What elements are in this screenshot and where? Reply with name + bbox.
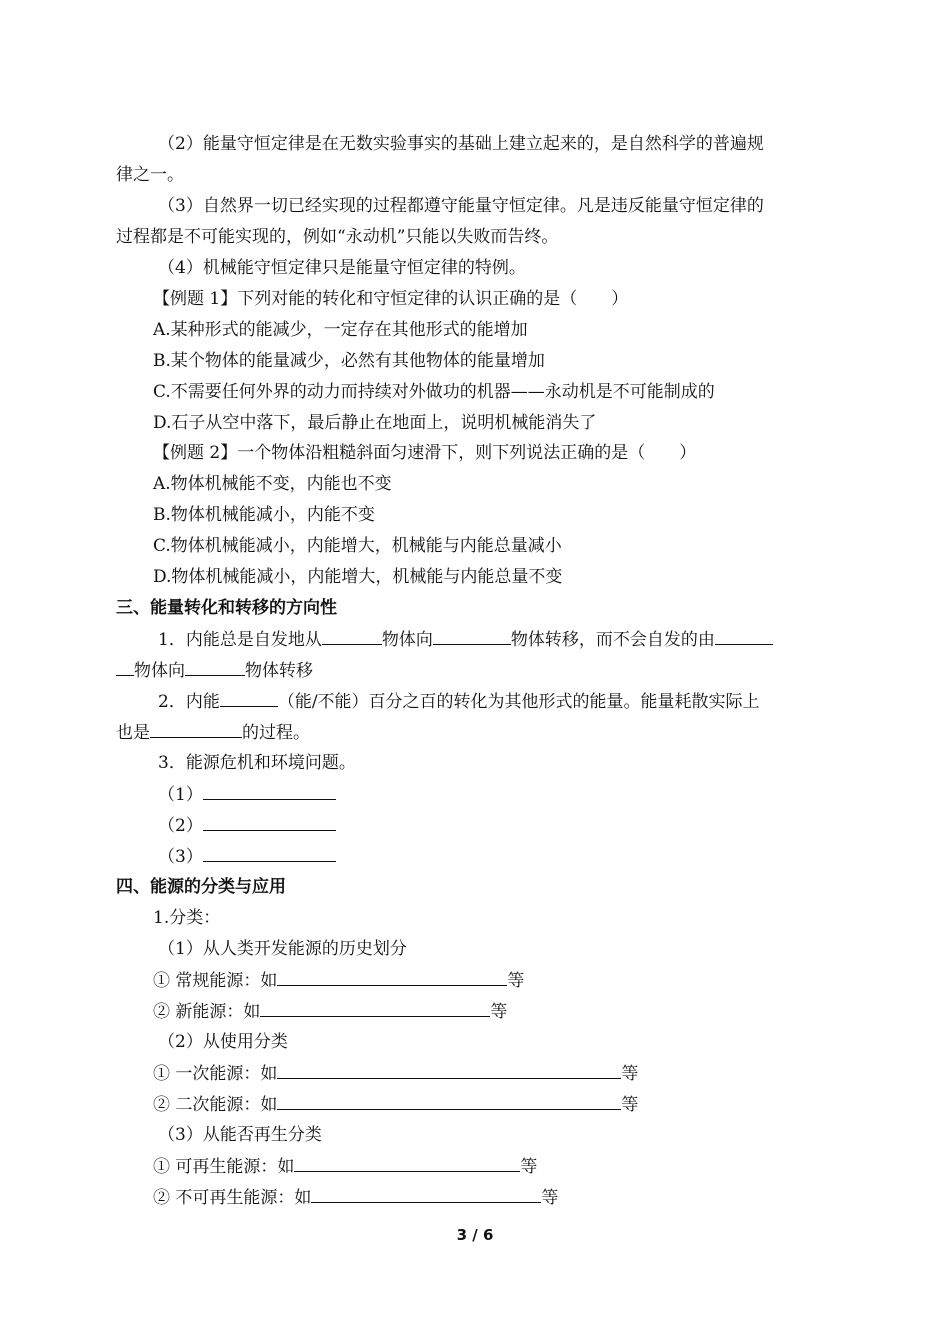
section-4-classification: 1.分类： <box>153 908 221 928</box>
fill-blank[interactable] <box>203 845 336 862</box>
fill-blank[interactable] <box>203 783 336 800</box>
section-4-heading-2: （2）从使用分类 <box>158 1032 288 1052</box>
q2-text-b: （能/不能）百分之百的转化为其他形式的能量。能量耗散实际上 <box>277 692 760 712</box>
fill-blank[interactable] <box>322 628 382 645</box>
section-4-heading-3: （3）从能否再生分类 <box>158 1125 322 1145</box>
q1-text-c: 物体转移，而不会自发的由 <box>510 630 715 650</box>
suffix: 等 <box>541 1188 559 1208</box>
secondary-energy-line <box>153 1093 638 1116</box>
example-1-stem: 【例题 1】下列对能的转化和守恒定律的认识正确的是（ ） <box>153 289 629 309</box>
secondary-energy-label: ② 二次能源：如 <box>153 1095 278 1115</box>
q2-text-a: 2．内能 <box>158 692 220 712</box>
example-1-option-b: B.某个物体的能量减少，必然有其他物体的能量增加 <box>153 351 545 371</box>
paragraph-2-line-2: 律之一。 <box>116 165 184 185</box>
fill-blank[interactable] <box>715 628 773 645</box>
renewable-energy-line <box>153 1155 537 1178</box>
section-3-question-2-line-1 <box>158 690 760 713</box>
section-3-question-3: 3．能源危机和环境问题。 <box>158 753 356 773</box>
item-3-label: （3） <box>158 847 203 867</box>
suffix: 等 <box>507 971 525 991</box>
q2-text-d: 的过程。 <box>242 723 310 743</box>
section-4-heading-1: （1）从人类开发能源的历史划分 <box>158 939 407 959</box>
paragraph-3-line-1: （3）自然界一切已经实现的过程都遵守能量守恒定律。凡是违反能量守恒定律的 <box>158 196 764 216</box>
fill-blank[interactable] <box>277 969 507 986</box>
example-1-option-d: D.石子从空中落下，最后静止在地面上，说明机械能消失了 <box>153 413 597 433</box>
section-3-question-2-line-2 <box>116 721 310 744</box>
fill-blank[interactable] <box>277 1093 621 1110</box>
section-3-title: 三、能量转化和转移的方向性 <box>116 598 337 618</box>
example-2-stem: 【例题 2】一个物体沿粗糙斜面匀速滑下，则下列说法正确的是（ ） <box>153 443 697 463</box>
section-3-item-2 <box>158 814 336 837</box>
item-1-label: （1） <box>158 785 203 805</box>
fill-blank[interactable] <box>116 659 134 676</box>
suffix: 等 <box>621 1064 639 1084</box>
fill-blank[interactable] <box>433 628 511 645</box>
nonrenewable-energy-label: ② 不可再生能源：如 <box>153 1188 312 1208</box>
section-3-question-1-line-1 <box>158 628 773 651</box>
fill-blank[interactable] <box>260 1000 490 1017</box>
renewable-energy-label: ① 可再生能源：如 <box>153 1157 295 1177</box>
example-2-option-c: C.物体机械能减小，内能增大，机械能与内能总量减小 <box>153 536 562 556</box>
fill-blank[interactable] <box>277 1062 621 1079</box>
q1-text-d: 物体向 <box>134 661 185 681</box>
fill-blank[interactable] <box>220 690 278 707</box>
paragraph-4: （4）机械能守恒定律只是能量守恒定律的特例。 <box>158 258 526 278</box>
conventional-energy-line <box>153 969 524 992</box>
section-3-question-1-line-2 <box>116 659 313 682</box>
primary-energy-label: ① 一次能源：如 <box>153 1064 278 1084</box>
suffix: 等 <box>621 1095 639 1115</box>
primary-energy-line <box>153 1062 638 1085</box>
item-2-label: （2） <box>158 816 203 836</box>
section-3-item-1 <box>158 783 336 806</box>
q1-text-e: 物体转移 <box>245 661 313 681</box>
fill-blank[interactable] <box>294 1155 520 1172</box>
conventional-energy-label: ① 常规能源：如 <box>153 971 278 991</box>
fill-blank[interactable] <box>185 659 245 676</box>
paragraph-2-line-1: （2）能量守恒定律是在无数实验事实的基础上建立起来的，是自然科学的普遍规 <box>158 134 764 154</box>
suffix: 等 <box>520 1157 538 1177</box>
example-2-option-d: D.物体机械能减小，内能增大，机械能与内能总量不变 <box>153 567 563 587</box>
example-1-option-c: C.不需要任何外界的动力而持续对外做功的机器——永动机是不可能制成的 <box>153 382 715 402</box>
example-2-option-a: A.物体机械能不变，内能也不变 <box>153 474 392 494</box>
paragraph-3-line-2: 过程都是不可能实现的，例如“永动机”只能以失败而告终。 <box>116 227 559 247</box>
q1-text-a: 1．内能总是自发地从 <box>158 630 322 650</box>
example-2-option-b: B.物体机械能减小，内能不变 <box>153 505 375 525</box>
new-energy-line <box>153 1000 507 1023</box>
example-1-option-a: A.某种形式的能减少，一定存在其他形式的能增加 <box>153 320 528 340</box>
fill-blank[interactable] <box>150 721 242 738</box>
fill-blank[interactable] <box>311 1186 541 1203</box>
q1-text-b: 物体向 <box>381 630 433 650</box>
suffix: 等 <box>490 1002 508 1022</box>
fill-blank[interactable] <box>203 814 336 831</box>
section-4-title: 四、能源的分类与应用 <box>116 877 286 897</box>
section-3-item-3 <box>158 845 336 868</box>
new-energy-label: ② 新能源：如 <box>153 1002 261 1022</box>
nonrenewable-energy-line <box>153 1186 558 1209</box>
q2-text-c: 也是 <box>116 723 150 743</box>
page-number: 3 / 6 <box>456 1226 494 1244</box>
